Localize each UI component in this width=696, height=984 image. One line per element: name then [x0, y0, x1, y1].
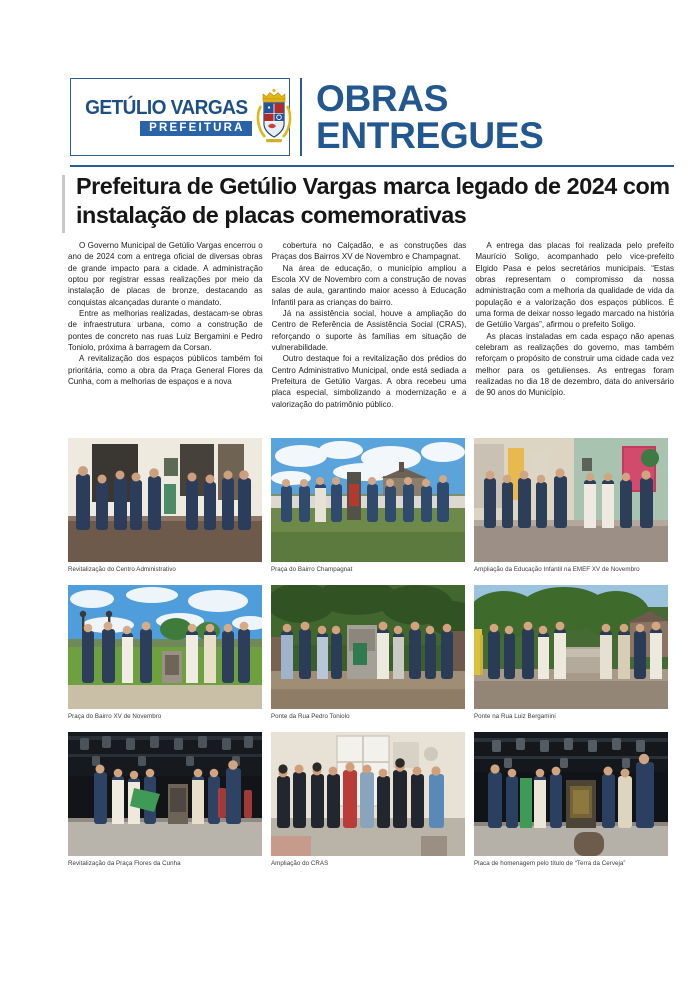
photo-caption: Ampliação do CRAS — [271, 860, 329, 867]
logo-wordmark — [71, 95, 254, 137]
paragraph: As placas instaladas em cada espaço não apenas celebram as realizações do governo, mas também reforçam o propósito de construir uma cidade cada vez melhor para os getulienses. As entregas foram realizadas no dia 18 de dezembro, data do aniversário de 90 anos do Município. — [475, 331, 674, 398]
photo-ampliacao-do-cras — [271, 732, 465, 856]
photo-caption: Praça do Bairro XV de Novembro — [68, 713, 162, 720]
photo-revitalizacao-centro-administrativo — [68, 438, 262, 562]
photo-gallery — [68, 438, 668, 879]
headline-block — [62, 172, 674, 230]
paragraph: Outro destaque foi a revitalização dos prédios do Centro Administrativo Municipal, onde está sediada a Prefeitura de Getúlio Vargas. A obra recebeu uma placa especial, simbolizando a modernização e a valorização do patrimônio público. — [271, 354, 467, 409]
gallery-item — [474, 732, 668, 868]
masthead-bottom-rule — [70, 165, 674, 167]
headline-accent-bar — [62, 175, 65, 233]
masthead-vertical-rule — [300, 78, 302, 156]
paragraph: A revitalização dos espaços públicos também foi prioritária, como a obra da Praça General Flores da Cunha, com a melhorias de espaços e a nova — [68, 354, 263, 387]
photo-ampliacao-educacao-infantil — [474, 438, 668, 562]
photo-caption: Ponte na Rua Luiz Bergamini — [474, 713, 556, 720]
paragraph: Na área de educação, o município ampliou a Escola XV de Novembro com a construção de novas salas de aula, garantindo maior acesso à Educação Infantil para as crianças do bairro. — [271, 263, 467, 307]
gallery-item — [68, 438, 262, 574]
masthead — [70, 78, 674, 156]
coat-of-arms-icon — [254, 86, 294, 148]
photo-caption: Ampliação da Educação Infantil na EMEF XV de Novembro — [474, 566, 640, 573]
gallery-item — [68, 732, 262, 868]
gallery-item — [271, 732, 465, 868]
page-title: OBRAS ENTREGUES — [316, 78, 544, 156]
photo-caption: Revitalização da Praça Flores da Cunha — [68, 860, 181, 867]
paragraph: cobertura no Calçadão, e as construções das Praças dos Bairros XV de Novembro e Champagnat. — [271, 241, 467, 262]
gallery-row — [68, 732, 668, 868]
photo-praca-bairro-champagnat — [271, 438, 465, 562]
logo-subtitle: PREFEITURA — [140, 121, 251, 136]
photo-caption: Revitalização do Centro Administrativo — [68, 566, 176, 573]
article-column-1 — [68, 240, 263, 426]
gallery-row — [68, 438, 668, 574]
article-body — [68, 240, 674, 426]
photo-caption: Ponte da Rua Pedro Toniolo — [271, 713, 350, 720]
photo-revitalizacao-praca-flores-da-cunha — [68, 732, 262, 856]
gallery-item — [68, 585, 262, 721]
paragraph: Entre as melhorias realizadas, destacam-se obras de infraestrutura urbana, como a construção de pontes de concreto nas ruas Luiz Bergamini e Pedro Toniolo, próxima à barragem da Corsan. — [68, 309, 263, 353]
photo-caption: Praça do Bairro Champagnat — [271, 566, 353, 573]
article-headline: Prefeitura de Getúlio Vargas marca legado de 2024 com instalação de placas comemorativas — [76, 173, 670, 229]
gallery-item — [474, 585, 668, 721]
paragraph: A entrega das placas foi realizada pelo prefeito Maurício Soligo, acompanhado pelo vice-prefeito Elgido Pasa e pelos secretários municipais. “Estas obras representam o compromisso da nossa administração com a melhoria da qualidade de vida da população e a valorização dos espaços públicos. É uma forma de deixar nosso legado marcado na história de Getúlio Vargas”, afirmou o prefeito Soligo. — [475, 241, 674, 330]
city-logo — [70, 78, 290, 156]
photo-praca-bairro-xv-de-novembro — [68, 585, 262, 709]
photo-ponte-rua-pedro-toniolo — [271, 585, 465, 709]
gallery-row — [68, 585, 668, 721]
article-column-3 — [475, 240, 674, 426]
paragraph: Já na assistência social, houve a ampliação do Centro de Referência de Assistência Social (CRAS), reforçando o suporte às famílias em situação de vulnerabilidade. — [271, 309, 467, 353]
paragraph: O Governo Municipal de Getúlio Vargas encerrou o ano de 2024 com a entrega oficial de diversas obras de grande impacto para a cidade. A administração optou por registrar essas realizações por meio da instalação de placas de bronze, destacando as conquistas alcançadas durante o mandato. — [68, 241, 263, 307]
gallery-item — [271, 585, 465, 721]
photo-placa-terra-da-cerveja — [474, 732, 668, 856]
article-column-2 — [272, 240, 467, 426]
photo-ponte-rua-luiz-bergamini — [474, 585, 668, 709]
photo-caption: Placa de homenagem pelo título de “Terra da Cerveja” — [474, 860, 626, 867]
gallery-item — [474, 438, 668, 574]
logo-title: GETÚLIO VARGAS — [85, 95, 248, 119]
gallery-item — [271, 438, 465, 574]
